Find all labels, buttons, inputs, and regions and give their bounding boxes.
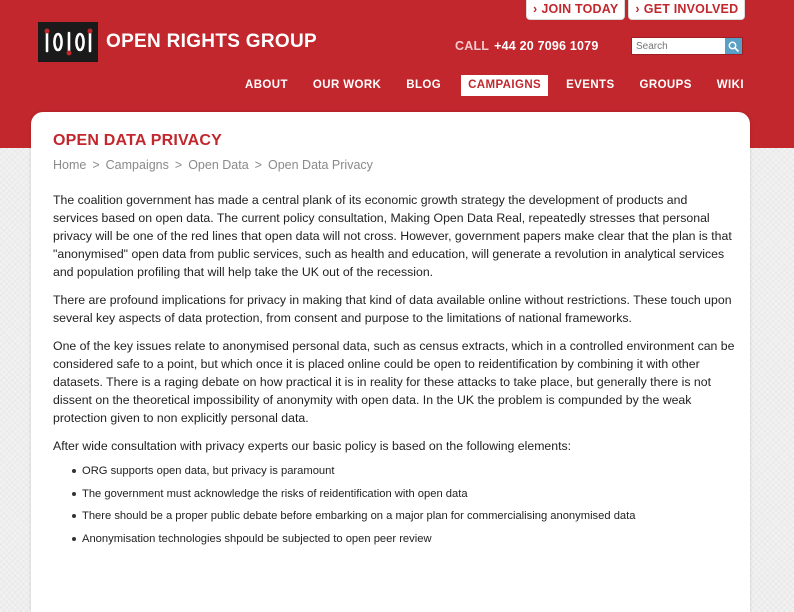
- join-today-label: JOIN TODAY: [541, 2, 619, 16]
- magnifier-icon: [728, 41, 739, 52]
- article-body: [53, 191, 735, 555]
- search-input[interactable]: [632, 38, 724, 54]
- list-item: Anonymisation technologies shpould be subjected to open peer review: [82, 533, 735, 545]
- main-nav: [238, 75, 762, 96]
- page-title: OPEN DATA PRIVACY: [53, 132, 223, 149]
- nav-wiki[interactable]: WIKI: [716, 79, 744, 91]
- breadcrumb-current: Open Data Privacy: [267, 158, 373, 172]
- call-label: CALL: [455, 39, 490, 53]
- search-button[interactable]: [725, 38, 742, 54]
- search-box: [631, 37, 743, 55]
- paragraph: One of the key issues relate to anonymised personal data, such as census extracts, which in a controlled environment can be considered safe to a point, but which once it is placed online could be open to reidentification by combining it with other datasets. There is a raging debate on how practical it is in reality for these attacks to take place, but generally there is not dissent on the theoretical impossibility of anonymity with open data. In the UK the problem is compunded by the weak protection given to non explicitly personal data.: [53, 339, 735, 425]
- nav-campaigns[interactable]: CAMPAIGNS: [461, 75, 548, 96]
- list-item: The government must acknowledge the risks of reidentification with open data: [82, 488, 735, 500]
- get-involved-label: GET INVOLVED: [643, 2, 739, 16]
- nav-events[interactable]: EVENTS: [566, 79, 615, 91]
- main-content: [31, 112, 750, 612]
- breadcrumb-separator: >: [92, 158, 100, 172]
- paragraph: There are profound implications for privacy in making that kind of data available online without restrictions. These touch upon several key aspects of data protection, from consent and purpose to the limitations of national frameworks.: [53, 293, 732, 325]
- chevron-right-icon: ›: [635, 2, 640, 16]
- list-item: There should be a proper public debate before embarking on a major plan for commercialising anonymised data: [82, 510, 735, 522]
- paragraph: After wide consultation with privacy experts our basic policy is based on the following elements:: [53, 439, 572, 453]
- top-action-buttons: [526, 0, 748, 20]
- org-name[interactable]: OPEN RIGHTS GROUP: [106, 31, 317, 52]
- breadcrumb-separator: >: [254, 158, 262, 172]
- breadcrumb-separator: >: [174, 158, 183, 172]
- breadcrumb-home[interactable]: Home: [53, 158, 87, 172]
- breadcrumb: [53, 158, 373, 172]
- nav-our-work[interactable]: OUR WORK: [312, 79, 382, 91]
- phone-contact: [455, 39, 598, 53]
- nav-blog[interactable]: BLOG: [406, 79, 442, 91]
- breadcrumb-open-data[interactable]: Open Data: [188, 158, 249, 172]
- get-involved-button[interactable]: [628, 0, 745, 20]
- phone-number: +44 20 7096 1079: [494, 39, 599, 53]
- policy-list: [53, 465, 735, 545]
- breadcrumb-campaigns[interactable]: Campaigns: [105, 158, 169, 172]
- binary-figures-logo-icon: [41, 27, 95, 57]
- nav-groups[interactable]: GROUPS: [639, 79, 692, 91]
- list-item: ORG supports open data, but privacy is paramount: [82, 465, 735, 477]
- join-today-button[interactable]: [526, 0, 625, 20]
- nav-about[interactable]: ABOUT: [245, 79, 288, 91]
- org-logo[interactable]: [38, 22, 98, 62]
- paragraph: The coalition government has made a central plank of its economic growth strategy the development of products and services based on open data. The current policy consultation, Making Open Data Real, repeatedly stresses that personal privacy will be one of the red lines that open data will not cross. However, government papers make clear that the plan is that "anonymised" open data from public services, such as health and education, will generate a revolution in analytical services and population profiling that will help take the UK out of the recession.: [53, 193, 732, 279]
- chevron-right-icon: ›: [533, 2, 538, 16]
